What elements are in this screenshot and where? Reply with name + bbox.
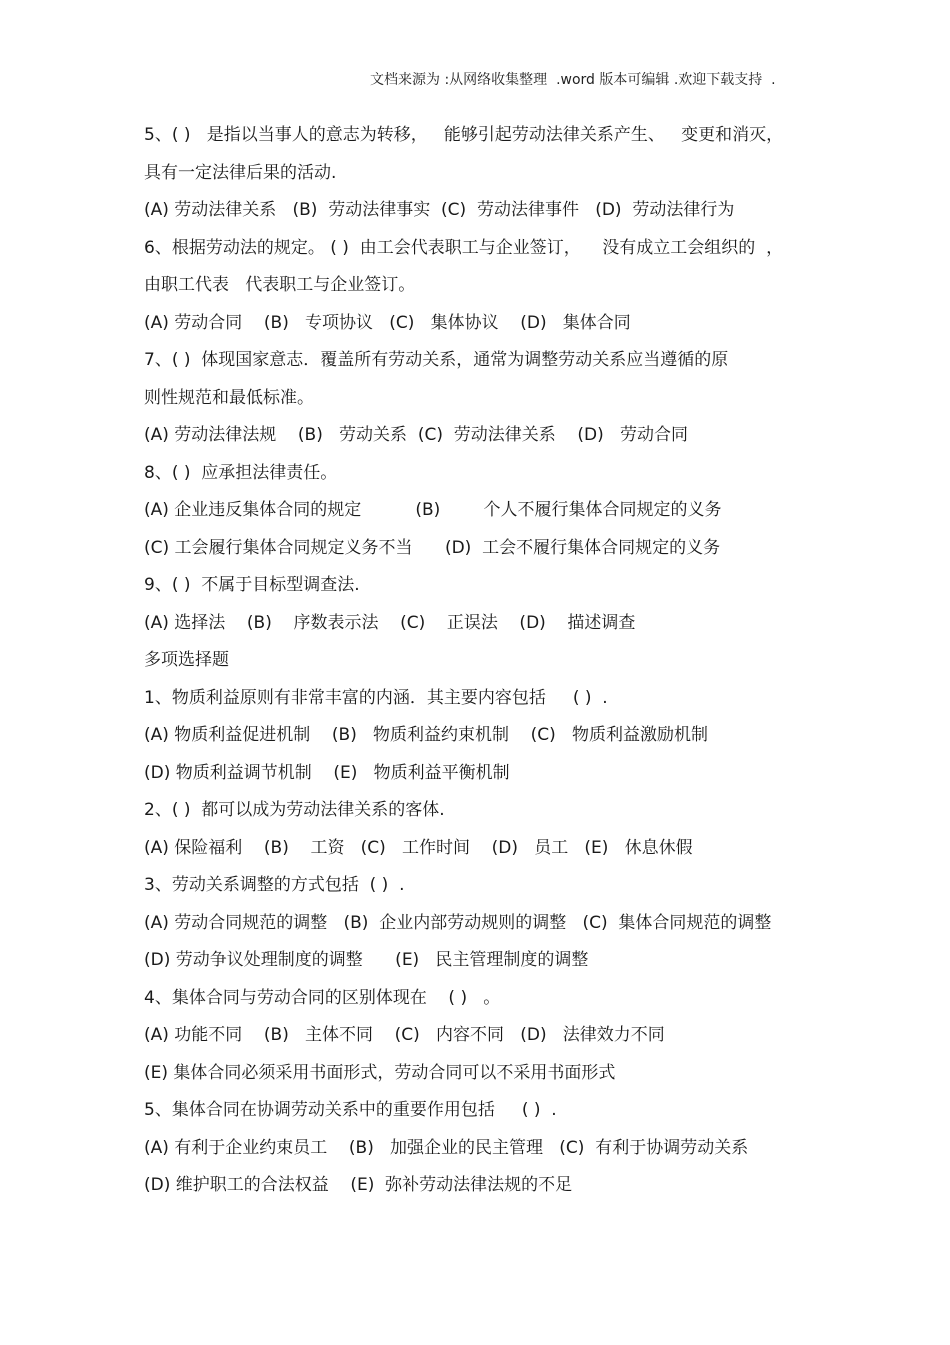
text-line: (A) 企业违反集体合同的规定 (B) 个人不履行集体合同规定的义务 [144, 500, 722, 520]
text-line: 由职工代表 代表职工与企业签订。 [144, 275, 416, 295]
text-line: (E) 集体合同必须采用书面形式，劳动合同可以不采用书面形式 [144, 1062, 616, 1083]
text-line: 7、( ) 体现国家意志．覆盖所有劳动关系，通常为调整劳动关系应当遵循的原 [144, 350, 729, 370]
text-line: 4、集体合同与劳动合同的区别体现在 ( ) 。 [144, 987, 501, 1008]
text-line: (C) 工会履行集体合同规定义务不当 (D) 工会不履行集体合同规定的义务 [144, 537, 721, 558]
text-line: 则性规范和最低标准。 [144, 387, 314, 408]
text-line: (D) 物质利益调节机制 (E) 物质利益平衡机制 [144, 762, 510, 783]
text-line: 具有一定法律后果的活动. [144, 162, 337, 183]
text-line: (D) 劳动争议处理制度的调整 (E) 民主管理制度的调整 [144, 950, 589, 970]
text-line: (A) 劳动合同 (B) 专项协议 (C) 集体协议 (D) 集体合同 [144, 312, 631, 333]
text-line: (A) 有利于企业约束员工 (B) 加强企业的民主管理 (C) 有利于协调劳动关系 [144, 1137, 749, 1158]
page-header-note: 文档来源为 :从网络收集整理 .word 版本可编辑 .欢迎下载支持 . [370, 72, 776, 88]
text-line: 6、根据劳动法的规定。 ( ) 由工会代表职工与企业签订， 没有成立工会组织的 ， [144, 237, 784, 258]
text-line: 8、( ) 应承担法律责任。 [144, 462, 338, 483]
text-line: (A) 劳动合同规范的调整 (B) 企业内部劳动规则的调整 (C) 集体合同规范的调整 [144, 912, 772, 933]
text-line: (A) 功能不同 (B) 主体不同 (C) 内容不同 (D) 法律效力不同 [144, 1025, 665, 1045]
text-line: (A) 保险福利 (B) 工资 (C) 工作时间 (D) 员工 (E) 休息休假 [144, 837, 693, 858]
text-line: (A) 选择法 (B) 序数表示法 (C) 正误法 (D) 描述调查 [144, 612, 636, 633]
text-line: (A) 劳动法律法规 (B) 劳动关系 (C) 劳动法律关系 (D) 劳动合同 [144, 425, 688, 445]
text-line: 3、劳动关系调整的方式包括 ( ) . [144, 875, 405, 895]
text-line: (A) 物质利益促进机制 (B) 物质利益约束机制 (C) 物质利益激励机制 [144, 725, 709, 745]
text-line: 9、( ) 不属于目标型调查法. [144, 575, 360, 595]
text-line: 2、( ) 都可以成为劳动法律关系的客体. [144, 800, 445, 820]
text-line: (D) 维护职工的合法权益 (E) 弥补劳动法律法规的不足 [144, 1175, 573, 1195]
text-line: 多项选择题 [144, 650, 229, 670]
text-line: 5、集体合同在协调劳动关系中的重要作用包括 ( ) . [144, 1100, 557, 1120]
text-line: 5、( ) 是指以当事人的意志为转移， 能够引起劳动法律关系产生、 变更和消灭， [144, 125, 784, 145]
text-line: (A) 劳动法律关系 (B) 劳动法律事实 (C) 劳动法律事件 (D) 劳动法律行为 [144, 200, 735, 220]
text-line: 1、物质利益原则有非常丰富的内涵．其主要内容包括 ( ) . [144, 687, 608, 708]
